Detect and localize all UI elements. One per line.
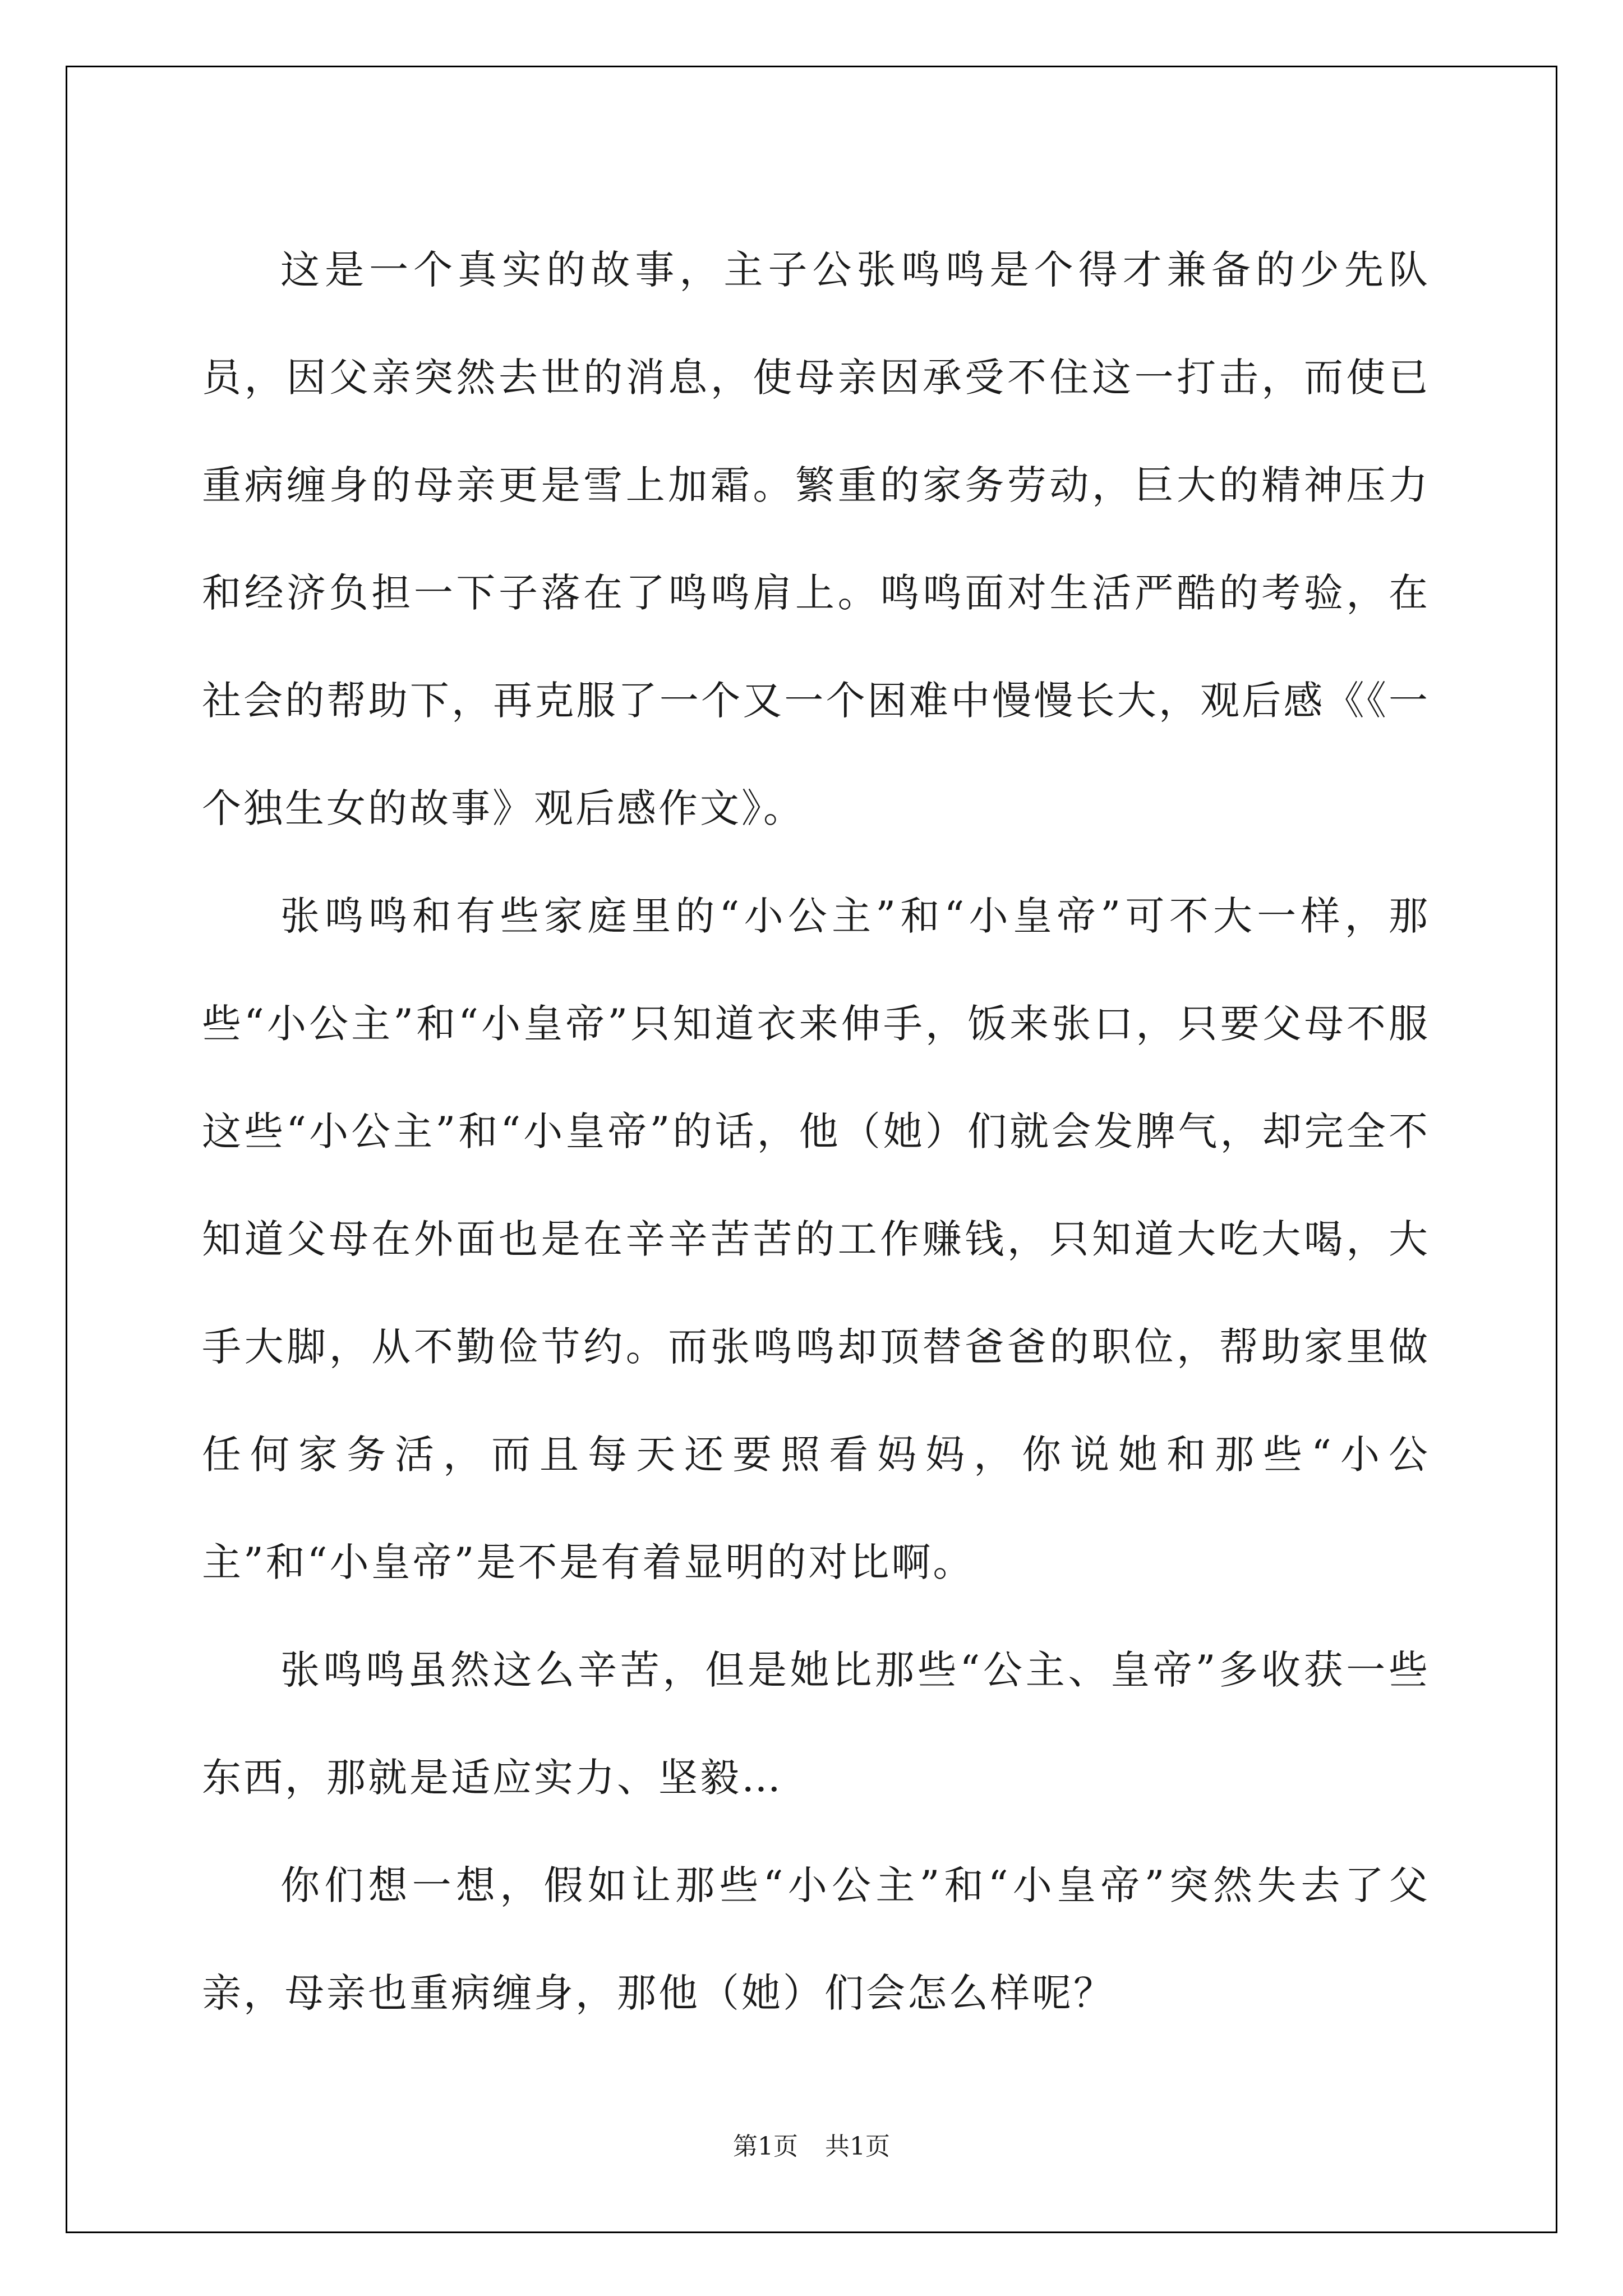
page-number-current: 第1页: [733, 2132, 798, 2161]
document-body: [202, 216, 1430, 2047]
paragraph-1: 这是一个真实的故事，主子公张鸣鸣是个得才兼备的少先队员，因父亲突然去世的消息，使母亲因承受不住这一打击，而使已重病缠身的母亲更是雪上加霜。繁重的家务劳动，巨大的精神压力和经济负担一下子落在了鸣鸣肩上。鸣鸣面对生活严酷的考验，在社会的帮助下，再克服了一个又一个困难中慢慢长大，观后感《《一个独生女的故事》观后感作文》。: [202, 247, 1430, 831]
page-number-total: 共1页: [825, 2132, 890, 2161]
page-footer: [0, 2126, 1623, 2162]
paragraph-2: 张鸣鸣和有些家庭里的“小公主”和“小皇帝”可不大一样，那些“小公主”和“小皇帝”只知道衣来伸手，饭来张口，只要父母不服这些“小公主”和“小皇帝”的话，他（她）们就会发脾气，却完全不知道父母在外面也是在辛辛苦苦的工作赚钱，只知道大吃大喝，大手大脚，从不勤俭节约。而张鸣鸣却顶替爸爸的职位，帮助家里做任何家务活，而且每天还要照看妈妈，你说她和那些“小公主”和“小皇帝”是不是有着显明的对比啊。: [202, 893, 1430, 1585]
paragraph-4: 你们想一想，假如让那些“小公主”和“小皇帝”突然失去了父亲，母亲也重病缠身，那他（她）们会怎么样呢？: [202, 1862, 1430, 2016]
paragraph-3: 张鸣鸣虽然这么辛苦，但是她比那些“公主、皇帝”多收获一些东西，那就是适应实力、坚毅…: [202, 1647, 1430, 1801]
